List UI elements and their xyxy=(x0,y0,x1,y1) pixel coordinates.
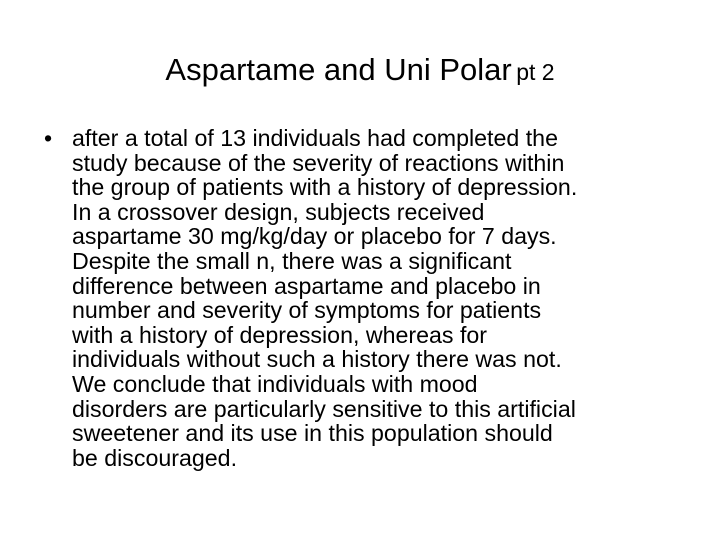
bullet-text-line: the group of patients with a history of depression. xyxy=(72,174,578,201)
slide-title xyxy=(0,50,720,96)
bullet-text-line: disorders are particularly sensitive to this artificial xyxy=(72,395,576,422)
bullet-text-line: study because of the severity of reactions within xyxy=(72,149,565,176)
bullet-text-line: In a crossover design, subjects received xyxy=(72,198,485,225)
slide-title-main: Aspartame and Uni Polar xyxy=(165,52,512,87)
bullet-list xyxy=(44,126,704,470)
bullet-text-line: aspartame 30 mg/kg/day or placebo for 7 days. xyxy=(72,223,557,250)
bullet-marker: • xyxy=(44,125,53,151)
bullet-text-line: Despite the small n, there was a significant xyxy=(72,247,512,274)
bullet-text-line: number and severity of symptoms for patients xyxy=(72,297,542,324)
slide-title-suffix: pt 2 xyxy=(516,59,555,85)
bullet-item xyxy=(44,126,704,470)
bullet-text-line: with a history of depression, whereas for xyxy=(72,321,487,348)
bullet-text-line: We conclude that individuals with mood xyxy=(72,370,478,397)
bullet-text-line: individuals without such a history there was not. xyxy=(72,346,562,373)
bullet-text-line: sweetener and its use in this population should xyxy=(72,420,553,447)
bullet-text-line: difference between aspartame and placebo in xyxy=(72,272,541,299)
bullet-text-line: after a total of 13 individuals had completed the xyxy=(72,125,558,151)
bullet-text-line: be discouraged. xyxy=(72,444,238,471)
